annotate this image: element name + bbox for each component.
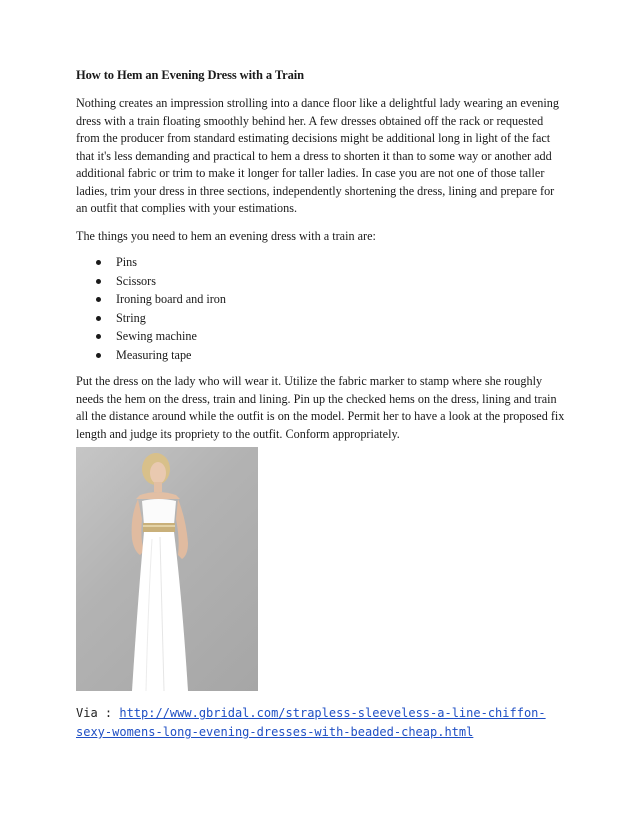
- paragraph-intro: Nothing creates an impression strolling into a dance floor like a delightful lady wearing an evening dress with a train floating smoothly behind her. A few dresses obtained off the rack or requested from the producer from standard estimating decisions might be additional long in light of the fact that it's less demanding and practical to hem a dress to shorten it than to some way or another add additional fabric or trim to make it longer for taller ladies. In case you are not one of those taller ladies, trim your dress in three sections, independently shortening the dress, lining and prepare for an outfit that complies with your estimations.: [76, 96, 559, 215]
- items-list: [76, 253, 566, 364]
- list-item: Pins: [96, 253, 566, 272]
- via-label: Via :: [76, 706, 120, 720]
- list-item: Scissors: [96, 272, 566, 291]
- dress-photo: [76, 447, 258, 691]
- document-page: [76, 68, 566, 739]
- document-title: How to Hem an Evening Dress with a Train: [76, 68, 304, 82]
- list-item: Sewing machine: [96, 327, 566, 346]
- source-citation: [76, 704, 576, 742]
- source-link[interactable]: http://www.gbridal.com/strapless-sleeveless-a-line-chiffon-sexy-womens-long-evening-dresses-with-beaded-cheap.html: [76, 706, 546, 739]
- list-item: Measuring tape: [96, 346, 566, 365]
- list-item: Ironing board and iron: [96, 290, 566, 309]
- items-intro: The things you need to hem an evening dress with a train are:: [76, 228, 376, 243]
- paragraph-instructions: Put the dress on the lady who will wear it. Utilize the fabric marker to stamp where she roughly needs the hem on the dress, train and lining. Pin up the checked hems on the dress, lining and train all the distance around while the outfit is on the model. Permit her to have a look at the proposed fix length and judge its propriety to the outfit. Conform appropriately.: [76, 374, 565, 441]
- dress-illustration: [76, 447, 258, 691]
- list-item: String: [96, 309, 566, 328]
